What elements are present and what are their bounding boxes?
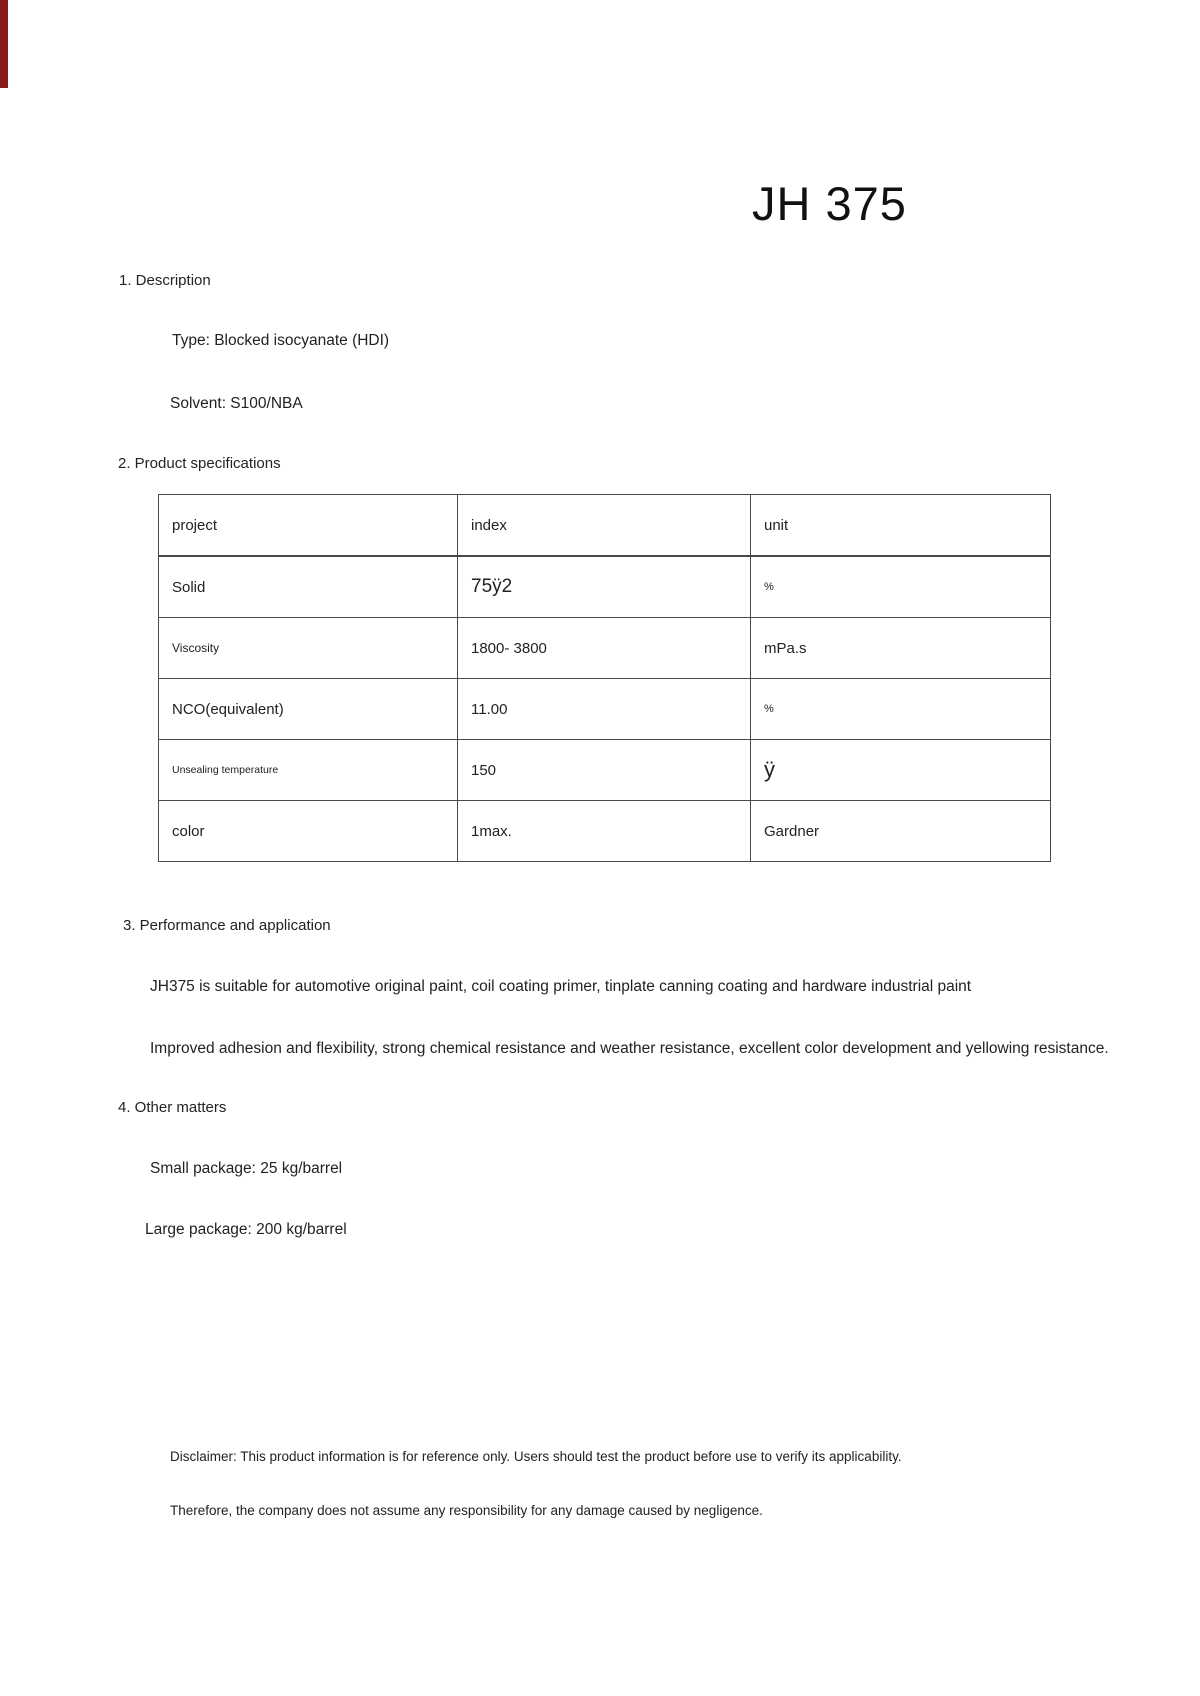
performance-paragraph-1: JH375 is suitable for automotive original paint, coil coating primer, tinplate canning coating and hardware industrial paint <box>150 978 972 995</box>
cell-index: 1max. <box>458 801 751 862</box>
table-row <box>159 618 1051 679</box>
large-package-line: Large package: 200 kg/barrel <box>145 1221 347 1238</box>
column-header-project: project <box>159 495 458 557</box>
cell-unit: Gardner <box>751 801 1051 862</box>
section-performance-heading: 3. Performance and application <box>123 917 331 934</box>
cell-unit: % <box>751 556 1051 618</box>
table-row <box>159 556 1051 618</box>
specifications-table <box>158 494 1051 862</box>
cell-project: Solid <box>159 556 458 618</box>
performance-paragraph-2: Improved adhesion and flexibility, strong chemical resistance and weather resistance, excellent color development and yellowing resistance. <box>150 1040 1109 1057</box>
page-title: JH 375 <box>752 177 907 230</box>
page-edge-artifact <box>0 0 8 88</box>
cell-unit: % <box>751 679 1051 740</box>
cell-unit: ÿ <box>751 740 1051 801</box>
column-header-index: index <box>458 495 751 557</box>
cell-unit: mPa.s <box>751 618 1051 679</box>
section-other-matters-heading: 4. Other matters <box>118 1099 227 1116</box>
section-description-heading: 1. Description <box>119 272 211 289</box>
table-row <box>159 740 1051 801</box>
table-header-row <box>159 495 1051 557</box>
column-header-unit: unit <box>751 495 1051 557</box>
cell-index: 75ÿ2 <box>458 556 751 618</box>
table-row <box>159 679 1051 740</box>
cell-project: color <box>159 801 458 862</box>
description-type-line: Type: Blocked isocyanate (HDI) <box>172 332 390 349</box>
small-package-line: Small package: 25 kg/barrel <box>150 1160 343 1177</box>
cell-project: Viscosity <box>159 618 458 679</box>
disclaimer-line-1: Disclaimer: This product information is for reference only. Users should test the product before use to verify its applicability. <box>170 1449 902 1464</box>
table-row <box>159 801 1051 862</box>
cell-index: 11.00 <box>458 679 751 740</box>
disclaimer-line-2: Therefore, the company does not assume any responsibility for any damage caused by negligence. <box>170 1503 763 1518</box>
cell-project: NCO(equivalent) <box>159 679 458 740</box>
cell-index: 150 <box>458 740 751 801</box>
cell-index: 1800- 3800 <box>458 618 751 679</box>
section-specifications-heading: 2. Product specifications <box>118 455 281 472</box>
cell-project: Unsealing temperature <box>159 740 458 801</box>
description-solvent-line: Solvent: S100/NBA <box>170 395 303 412</box>
